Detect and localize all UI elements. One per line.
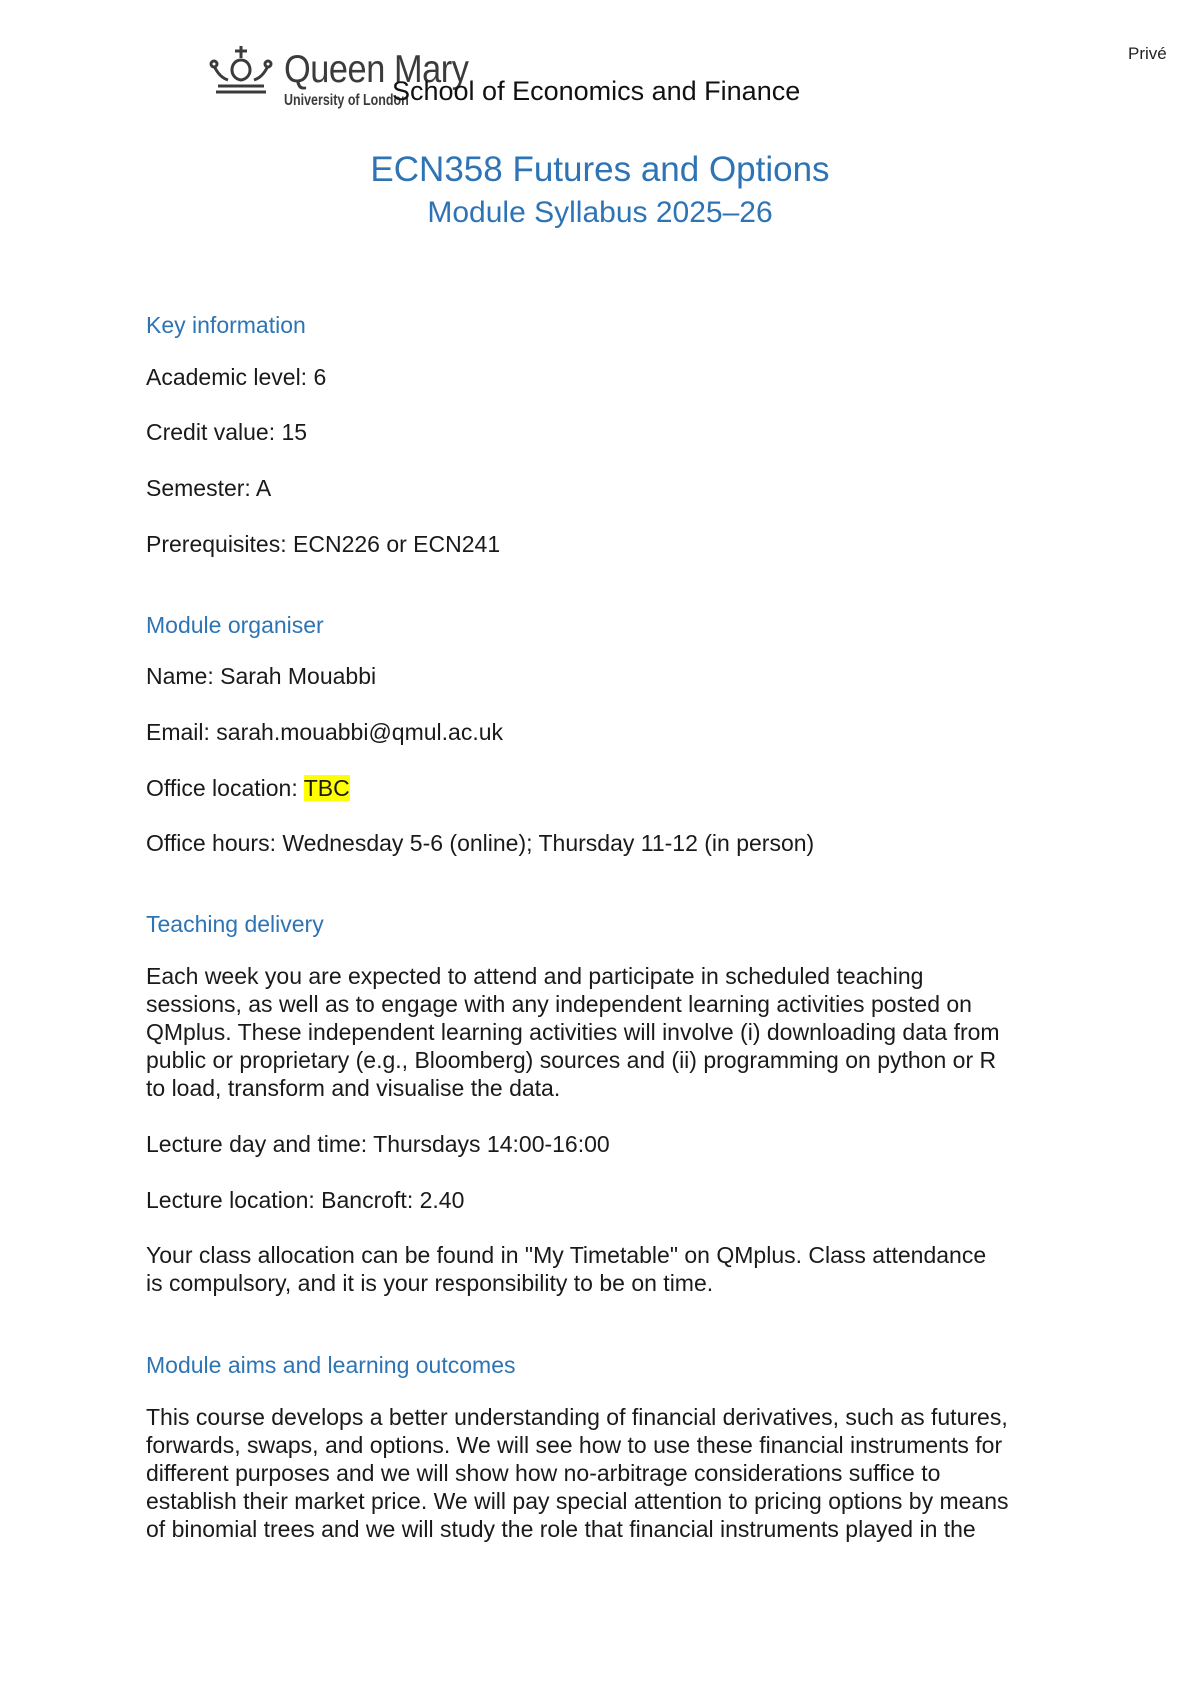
paragraph-line: to load, transform and visualise the data. xyxy=(146,1075,561,1101)
logo-subtitle: University of London xyxy=(284,92,409,109)
logo-wordmark: Queen Mary xyxy=(284,48,469,91)
heading-module-organiser: Module organiser xyxy=(146,612,324,638)
module-aims-paragraph xyxy=(146,1403,1076,1543)
paragraph-line: Your class allocation can be found in "My Timetable" on QMplus. Class attendance xyxy=(146,1242,987,1268)
module-subtitle: Module Syllabus 2025–26 xyxy=(427,196,773,229)
heading-teaching-delivery: Teaching delivery xyxy=(146,911,324,937)
paragraph-line: of binomial trees and we will study the role that financial instruments played in the xyxy=(146,1516,976,1542)
credit-value: Credit value: 15 xyxy=(146,419,308,445)
module-title: ECN358 Futures and Options xyxy=(370,150,830,189)
office-location xyxy=(146,775,350,802)
paragraph-line: forwards, swaps, and options. We will see how to use these financial instruments for xyxy=(146,1432,1003,1458)
paragraph-line: This course develops a better understanding of financial derivatives, such as futures, xyxy=(146,1404,1008,1430)
paragraph-line: QMplus. These independent learning activities will involve (i) downloading data from xyxy=(146,1019,1000,1045)
office-hours: Office hours: Wednesday 5-6 (online); Thursday 11-12 (in person) xyxy=(146,830,815,856)
heading-key-information: Key information xyxy=(146,312,306,338)
crown-icon xyxy=(208,44,274,100)
organiser-email: Email: sarah.mouabbi@qmul.ac.uk xyxy=(146,719,504,745)
paragraph-line: sessions, as well as to engage with any independent learning activities posted on xyxy=(146,991,972,1017)
lecture-time: Lecture day and time: Thursdays 14:00-16:00 xyxy=(146,1131,610,1157)
paragraph-line: establish their market price. We will pay special attention to pricing options by means xyxy=(146,1488,1009,1514)
office-location-value: TBC xyxy=(303,775,350,801)
teaching-intro-paragraph xyxy=(146,962,1076,1102)
classification-label: Privé xyxy=(1128,44,1167,63)
office-location-label: Office location: xyxy=(146,775,304,801)
paragraph-line: public or proprietary (e.g., Bloomberg) sources and (ii) programming on python or R xyxy=(146,1047,997,1073)
paragraph-line: different purposes and we will show how no-arbitrage considerations suffice to xyxy=(146,1460,941,1486)
school-name: School of Economics and Finance xyxy=(392,76,801,106)
paragraph-line: is compulsory, and it is your responsibility to be on time. xyxy=(146,1270,714,1296)
prerequisites: Prerequisites: ECN226 or ECN241 xyxy=(146,531,501,557)
paragraph-line: Each week you are expected to attend and participate in scheduled teaching xyxy=(146,963,924,989)
heading-module-aims: Module aims and learning outcomes xyxy=(146,1352,516,1378)
academic-level: Academic level: 6 xyxy=(146,364,327,390)
organiser-name: Name: Sarah Mouabbi xyxy=(146,663,377,689)
lecture-location: Lecture location: Bancroft: 2.40 xyxy=(146,1187,465,1213)
class-allocation-paragraph xyxy=(146,1241,1076,1297)
semester: Semester: A xyxy=(146,475,272,501)
